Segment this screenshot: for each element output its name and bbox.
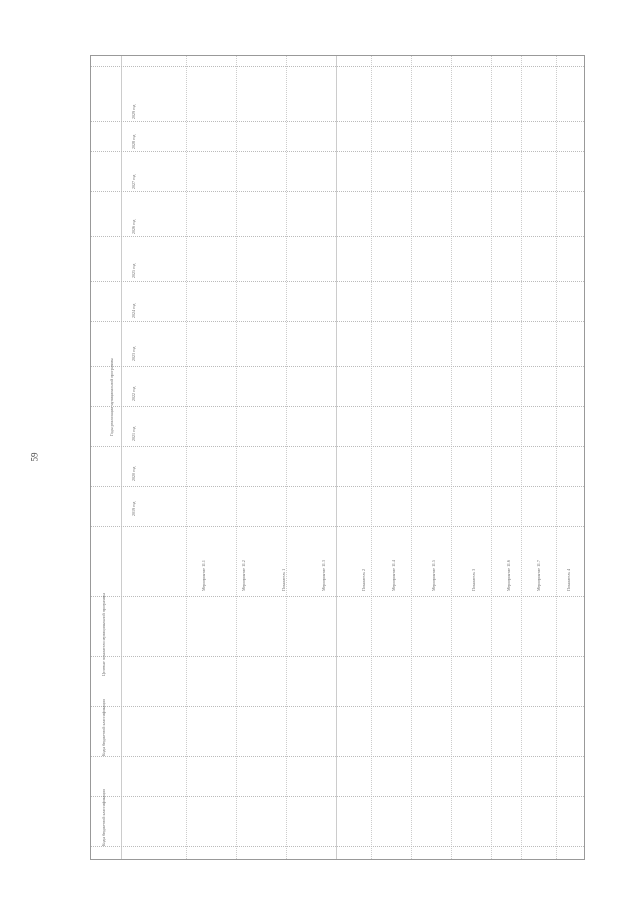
row-note: Показатель 2 bbox=[361, 568, 366, 591]
page-number: 59 bbox=[29, 452, 40, 462]
year-label: 2019 год bbox=[131, 501, 136, 516]
year-label: 2026 год bbox=[131, 219, 136, 234]
year-label: 2028 год bbox=[131, 134, 136, 149]
row-note: Мероприятие 11.3 bbox=[321, 560, 326, 591]
year-label: 2022 год bbox=[131, 386, 136, 401]
rotated-table bbox=[90, 55, 585, 860]
row-note: Мероприятие 11.4 bbox=[391, 560, 396, 591]
years-subheader: Годы реализации муниципальной программы bbox=[109, 358, 114, 436]
row-note: Показатель 3 bbox=[471, 568, 476, 591]
row-note: Мероприятие 11.6 bbox=[506, 560, 511, 591]
year-label: 2024 год bbox=[131, 303, 136, 318]
year-label: 2027 год bbox=[131, 174, 136, 189]
side-group-label-1: Коды бюджетной классификации bbox=[101, 789, 106, 846]
row-note: Мероприятие 11.5 bbox=[431, 560, 436, 591]
row-note: Показатель 1 bbox=[281, 568, 286, 591]
year-label: 2023 год bbox=[131, 346, 136, 361]
row-note: Мероприятие 11.7 bbox=[536, 560, 541, 591]
row-note: Мероприятие 11.2 bbox=[241, 560, 246, 591]
row-note: Мероприятие 11.1 bbox=[201, 560, 206, 591]
year-label: 2025 год bbox=[131, 263, 136, 278]
year-label: 2021 год bbox=[131, 426, 136, 441]
year-label: 2029 год bbox=[131, 104, 136, 119]
year-label: 2020 год bbox=[131, 466, 136, 481]
header-label: Целевые показатели муниципальной программы bbox=[101, 593, 106, 676]
side-group-label-2: Коды бюджетной классификации bbox=[101, 699, 106, 756]
row-note: Показатель 4 bbox=[566, 568, 571, 591]
